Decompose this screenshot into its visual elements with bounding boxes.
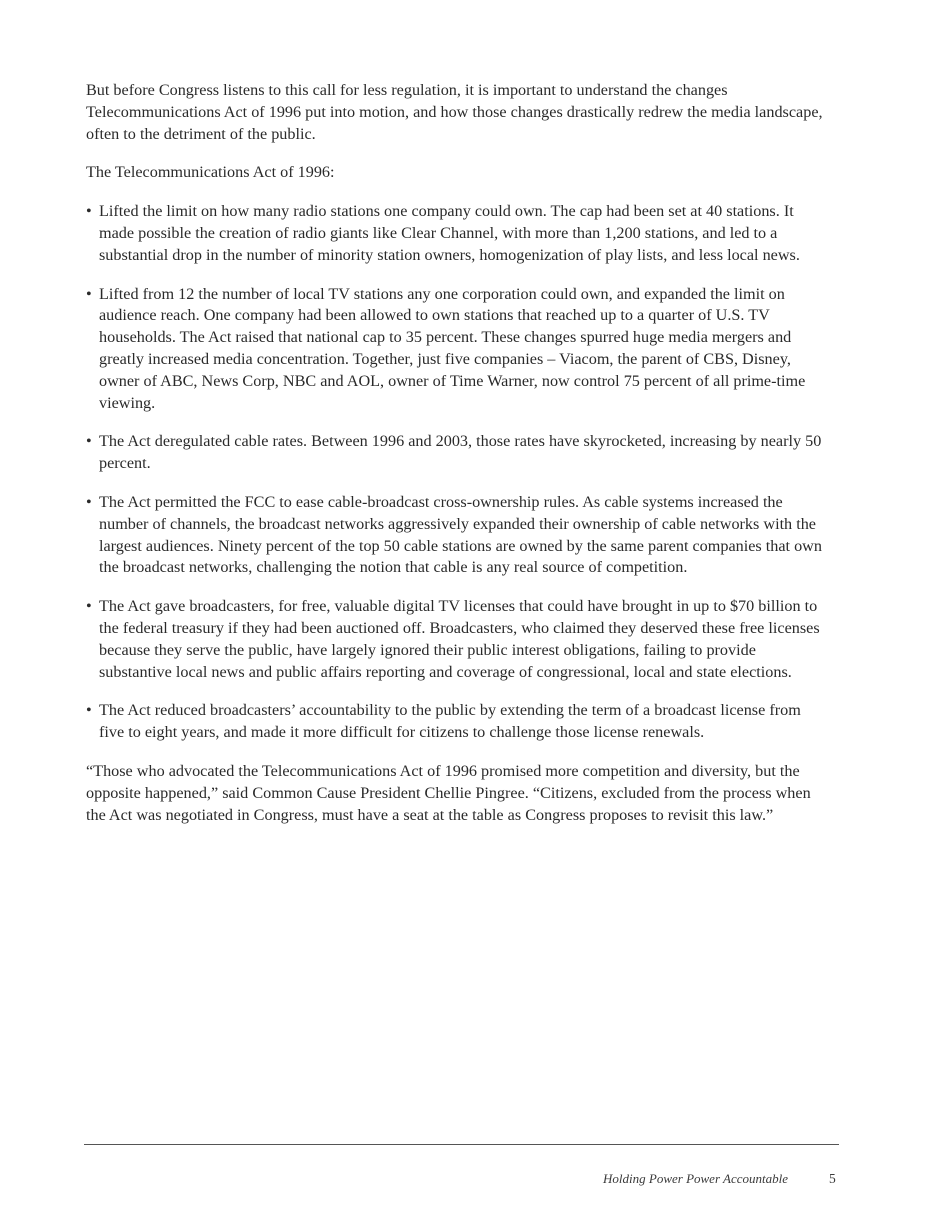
bullet-item: • Lifted from 12 the number of local TV stations any one corporation could own, and expanded the limit on audience reach. One company had been allowed to own stations that reached up to a quarter of U.S. TV households. The Act raised that national cap to 35 percent. These changes spurred huge media mergers and greatly increased media concentration. Together, just five companies – Viacom, the parent of CBS, Disney, owner of ABC, News Corp, NBC and AOL, owner of Time Warner, now control 75 percent of all prime-time viewing. [86,284,826,415]
quote-paragraph: “Those who advocated the Telecommunications Act of 1996 promised more competition and diversity, but the opposite happened,” said Common Cause President Chellie Pingree. “Citizens, excluded from the process when the Act was negotiated in Congress, must have a seat at the table as Congress proposes to revisit this law.” [86,761,811,824]
bullet-item: • The Act deregulated cable rates. Between 1996 and 2003, those rates have skyrocketed, increasing by nearly 50 percent. [86,431,826,475]
intro-paragraph: But before Congress listens to this call for less regulation, it is important to understand the changes Telecommunications Act of 1996 put into motion, and how those changes drastically redrew the media landscape, often to the detriment of the public. [86,81,823,143]
bullet-list [86,201,826,744]
bullet-item: • Lifted the limit on how many radio stations one company could own. The cap had been set at 40 stations. It made possible the creation of radio giants like Clear Channel, with more than 1,200 stations, and led to a substantial drop in the number of minority station owners, homogenization of play lists, and less local news. [86,201,826,266]
lead-in-paragraph: The Telecommunications Act of 1996: [86,163,335,182]
bullet-item: • The Act reduced broadcasters’ accountability to the public by extending the term of a broadcast license from five to eight years, and made it more difficult for citizens to challenge those license renewals. [86,700,826,744]
page-body [86,80,826,843]
bullet-item: • The Act permitted the FCC to ease cable-broadcast cross-ownership rules. As cable systems increased the number of channels, the broadcast networks aggressively expanded their ownership of cable networks with the largest audiences. Ninety percent of the top 50 cable stations are owned by the same parent companies that own the broadcast networks, challenging the notion that cable is any real source of competition. [86,492,826,579]
page-number: 5 [829,1171,836,1186]
bullet-item: • The Act gave broadcasters, for free, valuable digital TV licenses that could have brought in up to $70 billion to the federal treasury if they had been auctioned off. Broadcasters, who claimed they deserved these free licenses because they serve the public, have largely ignored their public interest obligations, failing to provide substantive local news and public affairs reporting and coverage of congressional, local and state elections. [86,596,826,683]
footer-title: Holding Power Power Accountable [603,1171,788,1186]
footer-divider [84,1144,839,1145]
